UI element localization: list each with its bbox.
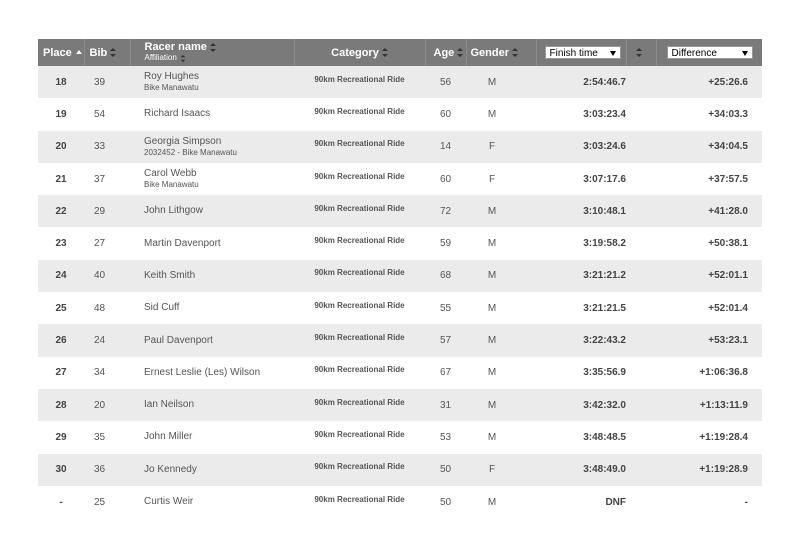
spacer-cell [626,486,656,518]
category-text: 90km Recreational Ride [314,139,405,149]
category-text: 90km Recreational Ride [314,203,405,213]
col-header-bib[interactable] [84,39,130,66]
finish-time-cell: 3:42:32.0 [583,399,626,411]
finish-time-cell: 3:48:48.5 [583,431,626,443]
racer-name: John Lithgow [144,205,203,217]
gender-cell: F [488,141,496,153]
table-row[interactable] [38,227,762,259]
gender-header-label: Gender [470,46,510,59]
racer-name: Richard Isaacs [144,108,211,120]
racer-name-cell [130,357,294,389]
category-text: 90km Recreational Ride [314,236,405,246]
racer-name: Georgia Simpson [144,135,222,147]
racer-name: Sid Cuff [144,302,180,314]
difference-cell: +53:23.1 [708,335,748,347]
finish-time-select-value: Finish time [549,48,598,59]
sort-icon [210,43,216,52]
affiliation-header-text: Affiliation [144,53,177,63]
age-cell: 50 [439,496,452,508]
gender-cell: M [487,205,497,217]
finish-time-cell: 3:48:49.0 [583,464,626,476]
table-row[interactable] [38,454,762,486]
place-cell: 19 [55,108,67,120]
racer-affiliation: 2032452 - Bike Manawatu [144,147,237,157]
place-cell: 24 [55,270,67,282]
gender-cell: M [487,431,497,443]
category-text: 90km Recreational Ride [314,74,405,84]
difference-cell: +25:26.6 [708,76,748,88]
finish-time-cell: 3:03:23.4 [583,108,626,120]
bib-cell: 39 [94,76,106,88]
gender-cell: F [488,464,496,476]
place-header-label: Place [43,46,72,59]
category-text: 90km Recreational Ride [314,494,405,504]
finish-time-cell: 3:35:56.9 [583,367,626,379]
difference-cell: +50:38.1 [708,238,748,250]
category-text: 90km Recreational Ride [314,268,405,278]
difference-cell: +1:19:28.4 [699,431,748,443]
sort-icon [110,48,116,57]
table-row[interactable] [38,195,762,227]
age-cell: 72 [439,205,452,217]
category-cell [294,131,425,163]
place-cell: 26 [55,335,67,347]
difference-cell: +34:04.5 [708,141,748,153]
spacer-cell [626,163,656,195]
affiliation-header-label[interactable] [145,53,294,62]
age-cell: 14 [439,141,452,153]
category-text: 90km Recreational Ride [314,462,405,472]
racer-name-cell [130,163,294,195]
racer-name: Ernest Leslie (Les) Wilson [144,366,261,378]
finish-time-cell: 3:21:21.2 [583,270,626,282]
place-cell: 29 [55,431,67,443]
table-row[interactable] [38,163,762,195]
table-row[interactable] [38,421,762,453]
gender-cell: M [487,270,497,282]
bib-cell: 54 [94,108,106,120]
difference-select[interactable] [667,46,753,59]
racer-name-cell [130,324,294,356]
racer-name-cell [130,131,294,163]
age-cell: 60 [439,173,452,185]
difference-cell: +1:06:36.8 [699,367,748,379]
finish-time-cell: 3:21:21.5 [583,302,626,314]
col-header-gender[interactable] [466,39,536,66]
racer-name-cell [130,421,294,453]
place-cell: - [59,496,63,508]
age-cell: 59 [439,238,452,250]
racer-affiliation: Bike Manawatu [144,83,199,93]
sort-icon [457,48,463,57]
spacer-cell [626,389,656,421]
gender-cell: M [487,399,497,411]
place-cell: 27 [55,367,67,379]
table-row[interactable] [38,66,762,98]
place-cell: 23 [55,238,67,250]
category-cell [294,227,425,259]
col-header-finish-time [536,39,626,66]
category-cell [294,454,425,486]
racer-name-cell [130,389,294,421]
place-cell: 30 [55,464,67,476]
age-cell: 53 [439,431,452,443]
age-cell: 57 [439,335,452,347]
bib-cell: 36 [94,464,106,476]
spacer-cell [626,66,656,98]
age-cell: 68 [439,270,452,282]
place-cell: 22 [55,205,67,217]
difference-cell: +52:01.4 [708,302,748,314]
racer-name: John Miller [144,431,193,443]
age-cell: 55 [439,302,452,314]
gender-cell: M [487,302,497,314]
racer-name-cell [130,292,294,324]
gender-cell: M [487,76,497,88]
category-cell [294,421,425,453]
sort-icon [636,48,642,57]
finish-time-cell: 3:10:48.1 [583,205,626,217]
sort-icon [382,48,388,57]
header-row [38,39,762,66]
difference-cell: +37:57.5 [708,173,748,185]
table-row[interactable] [38,260,762,292]
bib-header-label: Bib [89,46,108,59]
spacer-cell [626,260,656,292]
col-header-place[interactable] [38,39,84,66]
place-cell: 25 [55,302,67,314]
chevron-down-icon [610,51,616,56]
bib-cell: 48 [94,302,106,314]
spacer-cell [626,292,656,324]
spacer-cell [626,454,656,486]
racer-name: Ian Neilson [144,399,195,411]
table-row[interactable] [38,98,762,130]
bib-cell: 27 [94,238,106,250]
bib-cell: 24 [94,335,106,347]
bib-cell: 40 [94,270,106,282]
bib-cell: 29 [94,205,106,217]
col-header-finish-sort[interactable] [626,39,656,66]
spacer-cell [626,357,656,389]
bib-cell: 35 [94,431,106,443]
racer-name: Jo Kennedy [144,463,197,475]
category-text: 90km Recreational Ride [314,300,405,310]
finish-time-cell: 3:03:24.6 [583,141,626,153]
age-cell: 31 [439,399,452,411]
results-table-container [38,39,762,518]
racer-name-cell [130,227,294,259]
difference-cell: +1:13:11.9 [699,399,748,411]
gender-cell: M [487,335,497,347]
category-header-label: Category [331,46,379,59]
col-header-age[interactable] [425,39,466,66]
results-body [38,66,762,518]
sort-icon [180,55,185,62]
racer-name-header-text: Racer name [144,41,207,54]
racer-name: Carol Webb [144,168,197,180]
racer-name-cell [130,66,294,98]
table-row[interactable] [38,292,762,324]
racer-name: Martin Davenport [144,237,221,249]
category-cell [294,486,425,518]
sort-ascending-icon [76,50,82,54]
place-cell: 21 [55,173,67,185]
category-text: 90km Recreational Ride [314,397,405,407]
difference-select-value: Difference [671,48,717,59]
finish-time-cell: DNF [605,496,626,508]
category-cell [294,98,425,130]
category-text: 90km Recreational Ride [314,106,405,116]
results-table [38,39,762,518]
place-cell: 18 [55,76,67,88]
category-text: 90km Recreational Ride [314,365,405,375]
spacer-cell [626,227,656,259]
category-cell [294,195,425,227]
chevron-down-icon [742,51,748,56]
racer-name: Keith Smith [144,269,196,281]
age-cell: 60 [439,108,452,120]
finish-time-cell: 3:19:58.2 [583,238,626,250]
racer-name: Paul Davenport [144,334,213,346]
bib-cell: 34 [94,367,106,379]
sort-icon [512,48,518,57]
bib-cell: 33 [94,141,106,153]
col-header-racer-name[interactable] [130,39,294,66]
racer-name: Roy Hughes [144,71,200,83]
category-text: 90km Recreational Ride [314,171,405,181]
gender-cell: M [487,238,497,250]
spacer-cell [626,131,656,163]
racer-name-cell [130,454,294,486]
age-cell: 56 [439,76,452,88]
spacer-cell [626,324,656,356]
table-row[interactable] [38,389,762,421]
gender-cell: F [488,173,496,185]
racer-affiliation: Bike Manawatu [144,180,199,190]
category-text: 90km Recreational Ride [314,333,405,343]
difference-cell: +41:28.0 [708,205,748,217]
racer-name-cell [130,260,294,292]
age-cell: 50 [439,464,452,476]
place-cell: 28 [55,399,67,411]
table-row[interactable] [38,131,762,163]
col-header-category[interactable] [294,39,425,66]
racer-name: Curtis Weir [144,496,194,507]
difference-cell: +1:19:28.9 [699,464,748,476]
racer-name-header-label [145,42,294,53]
finish-time-cell: 3:07:17.6 [583,173,626,185]
difference-cell: - [744,496,748,508]
spacer-cell [626,98,656,130]
category-cell [294,260,425,292]
category-text: 90km Recreational Ride [314,429,405,439]
racer-name-cell [130,486,294,518]
age-cell: 67 [439,367,452,379]
table-row[interactable] [38,486,762,518]
difference-cell: +52:01.1 [708,270,748,282]
finish-time-select[interactable] [545,46,621,59]
place-cell: 20 [55,141,67,153]
spacer-cell [626,195,656,227]
finish-time-cell: 3:22:43.2 [583,335,626,347]
bib-cell: 25 [94,496,106,508]
spacer-cell [626,421,656,453]
category-cell [294,324,425,356]
difference-cell: +34:03.3 [708,108,748,120]
age-header-label: Age [433,46,455,59]
racer-name-cell [130,195,294,227]
gender-cell: M [487,367,497,379]
bib-cell: 37 [94,173,106,185]
table-row[interactable] [38,324,762,356]
category-cell [294,292,425,324]
bib-cell: 20 [94,399,106,411]
gender-cell: M [487,108,497,120]
racer-name-cell [130,98,294,130]
category-cell [294,357,425,389]
gender-cell: M [487,496,497,508]
table-row[interactable] [38,357,762,389]
finish-time-cell: 2:54:46.7 [583,76,626,88]
category-cell [294,163,425,195]
category-cell [294,66,425,98]
col-header-difference [656,39,762,66]
category-cell [294,389,425,421]
